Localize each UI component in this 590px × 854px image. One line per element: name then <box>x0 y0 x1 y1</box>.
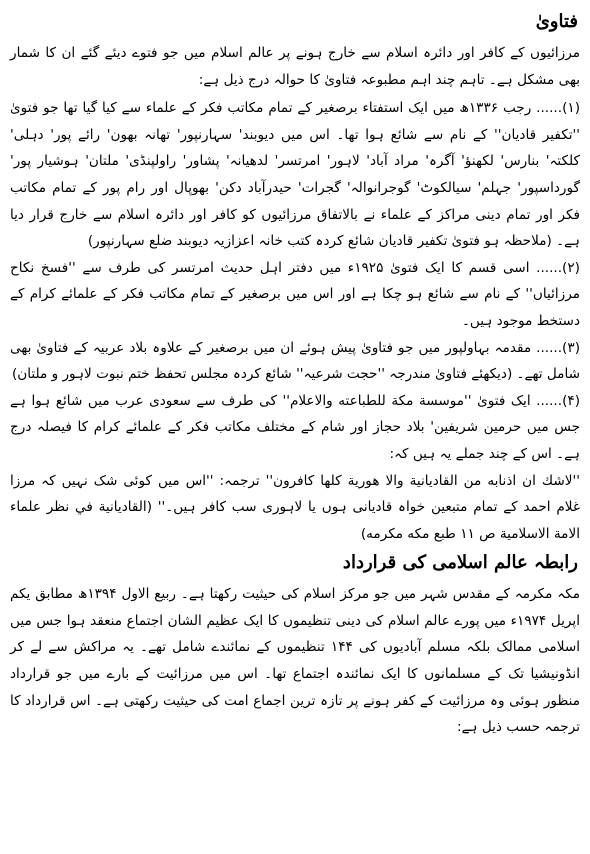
arabic-quotation: ''لاشك ان اذنابه من القاديانية والا هورية كلها كافرون'' ترجمہ: ''اس میں کوئی شک نہیں کہ مرزا غلام احمد کے تمام متبعین خواہ قادیانی ہوں یا لاہوری سب کافر ہیں۔'' (القاديانية في نظر علماء الامة الاسلامية ص ۱۱ طبع مكه مكرمه) <box>10 472 580 542</box>
fatwa-item-1: (۱)...... رجب ۱۳۳۶ھ میں ایک استفتاء برصغیر کے تمام مکاتب فکر کے علماء سے کیا گیا تھا جو فتویٰ ''تکفیر قادیان'' کے نام سے شائع ہوا تھا۔ اس میں دیوبند' سہارنپور' تھانہ بھون' رائے پور' دہلی' کلکتہ' بنارس' لکھنؤ' آگرہ' مراد آباد' لاہور' امرتسر' لدھیانہ' پشاور' راولپنڈی' ملتان' ہوشیار پور' گورداسپور' جہلم' سیالکوٹ' گوجرانوالہ' گجرات' حیدرآباد دکن' بھوپال اور رام پور کے تمام مکاتب فکر اور تمام دینی مراکز کے علماء نے بالاتفاق مرزائیوں کو کافر اور دائرہ اسلام سے خارج قرار دیا ہے۔ (ملاحظہ ہو فتویٰ تکفیر قادیان شائع کردہ کتب خانہ اعزازیہ دیوبند ضلع سہارنپور) <box>10 100 580 250</box>
section-heading-fatawa: فتاویٰ <box>535 11 578 32</box>
rabita-paragraph: مکہ مکرمہ کے مقدس شہر میں جو مرکز اسلام کی حیثیت رکھتا ہے۔ ربیع الاول ۱۳۹۴ھ مطابق یکم اپریل ۱۹۷۴ء میں پورے عالم اسلام کی دینی تنظیموں کا ایک عظیم الشان اجتماع منعقد ہوا جس میں اسلامی ممالک بلکہ مسلم آبادیوں کی ۱۴۴ تنظیموں کے نمائندے شامل تھے۔ یہ مراکش سے لے کر انڈونیشیا تک کے مسلمانوں کا ایک نمائندہ اجتماع تھا۔ اس میں مرزائیت کے بارے میں جو قرارداد منظور ہوئی وہ مرزائیت کے کفر ہونے پر تازہ ترین اجماع امت کی حیثیت رکھتی ہے۔ اس قرارداد کا ترجمہ حسب ذیل ہے: <box>10 586 580 736</box>
fatwa-item-2: (۲)...... اسی قسم کا ایک فتویٰ ۱۹۲۵ء میں دفتر اہل حدیث امرتسر کی طرف سے ''فسخ نکاح مرزائیاں'' کے نام سے شائع ہو چکا ہے اور اس میں برصغیر کے تمام مکاتب فکر کے علمائے کرام کے دستخط موجود ہیں۔ <box>10 259 580 329</box>
intro-paragraph: مرزائیوں کے کافر اور دائرہ اسلام سے خارج ہونے پر عالم اسلام میں جو فتوے دیئے گئے ان کا شمار بھی مشکل ہے۔ تاہم چند اہم مطبوعہ فتاویٰ کا حوالہ درج ذیل ہے: <box>10 45 580 88</box>
fatwa-item-4: (۴)...... ایک فتویٰ ''موسسة مكة للطباعته والاعلام'' کی طرف سے سعودی عرب میں شائع ہوا ہے جس میں حرمین شریفین' بلاد حجاز اور شام کے مختلف مکاتب فکر کے علمائے کرام کا فیصلہ درج ہے۔ اس کے چند جملے یہ ہیں کہ: <box>10 392 580 462</box>
fatwa-item-3: (۳)...... مقدمہ بہاولپور میں جو فتاویٰ پیش ہوئے ان میں برصغیر کے علاوہ بلاد عربیہ کے فتاویٰ بھی شامل تھے۔ (دیکھئے فتاویٰ مندرجہ ''حجت شرعیہ'' شائع کردہ مجلس تحفظ ختم نبوت لاہور و ملتان) <box>10 339 580 383</box>
section-heading-rabita: رابطہ عالم اسلامی کی قرارداد <box>342 552 578 574</box>
